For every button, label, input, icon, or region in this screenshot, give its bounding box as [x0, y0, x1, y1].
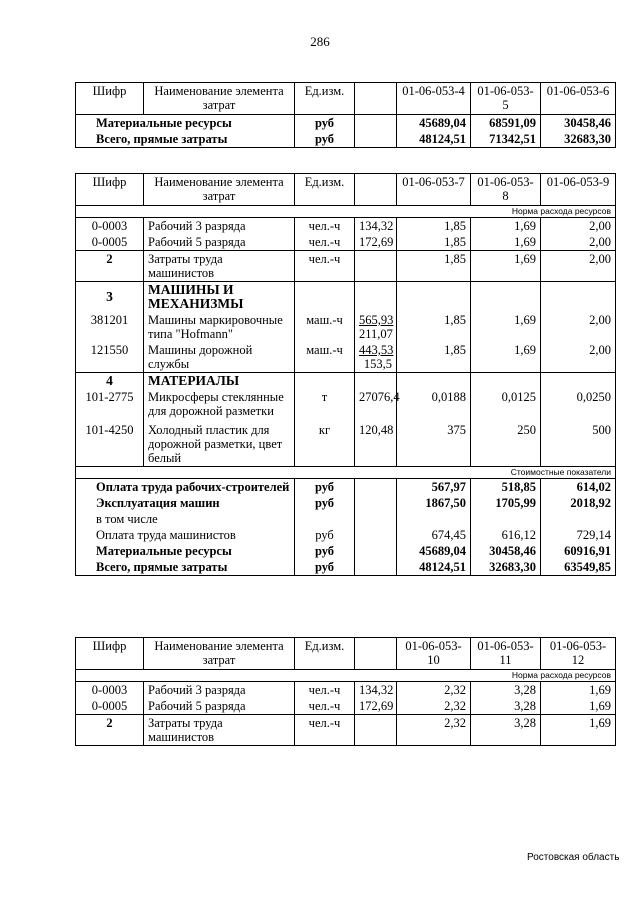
table-row: [76, 715, 616, 746]
row-value: 1,69: [541, 698, 616, 715]
section-row: [76, 282, 616, 313]
row-price: 172,69: [355, 698, 397, 715]
price-denominator: 153,5: [363, 357, 392, 371]
row-value: 2,00: [541, 312, 616, 342]
row-value: 1,69: [471, 234, 541, 251]
row-name: Материальные ресурсы: [76, 115, 295, 132]
row-value: 2,32: [397, 698, 471, 715]
row-code: 2: [76, 715, 144, 746]
row-value: 2,00: [541, 342, 616, 373]
footer-region: Ростовская область: [527, 852, 620, 863]
row-name: Машины дорожной службы: [144, 342, 295, 373]
row-price: 134,32: [355, 218, 397, 235]
header-unit: Ед.изм.: [295, 83, 355, 115]
row-value: 3,28: [471, 715, 541, 746]
row-value: 45689,04: [397, 115, 471, 132]
cost-value: 614,02: [541, 479, 616, 496]
header-code: 01-06-053-12: [541, 638, 616, 670]
row-price: 120,48: [355, 419, 397, 467]
stoimost-row: [76, 467, 616, 479]
row-unit: кг: [295, 419, 355, 467]
row-code: 101-2775: [76, 389, 144, 419]
table-row: [76, 419, 616, 467]
cost-unit: руб: [295, 495, 355, 511]
row-value: 1,69: [471, 342, 541, 373]
row-code: 3: [76, 282, 144, 313]
row-value: 375: [397, 419, 471, 467]
row-value: 0,0125: [471, 389, 541, 419]
table-row: [76, 698, 616, 715]
table-row: [76, 682, 616, 699]
header-naimenovanie: Наименование элемента затрат: [144, 83, 295, 115]
row-value: 500: [541, 419, 616, 467]
header-code: 01-06-053-4: [397, 83, 471, 115]
row-name: Рабочий 5 разряда: [144, 234, 295, 251]
row-code: 4: [76, 373, 144, 390]
row-price: [355, 251, 397, 282]
table-2-header: [76, 174, 616, 206]
table-1: [75, 82, 616, 148]
row-code: 0-0005: [76, 698, 144, 715]
table-row: [76, 131, 616, 148]
cost-name: в том числе: [76, 511, 295, 527]
cost-row: [76, 527, 616, 543]
table-row: [76, 342, 616, 373]
row-unit: руб: [295, 131, 355, 148]
row-code: 381201: [76, 312, 144, 342]
row-unit: чел.-ч: [295, 234, 355, 251]
row-value: 1,85: [397, 342, 471, 373]
row-value: 1,69: [541, 682, 616, 699]
cost-name: Эксплуатация машин: [76, 495, 295, 511]
cost-value: 48124,51: [397, 559, 471, 576]
cost-row: [76, 479, 616, 496]
cost-value: 1705,99: [471, 495, 541, 511]
stoimost-label: Стоимостные показатели: [76, 467, 616, 479]
header-unit: Ед.изм.: [295, 638, 355, 670]
cost-unit: руб: [295, 479, 355, 496]
row-name: Холодный пластик для дорожной разметки, цвет белый: [144, 419, 295, 467]
row-value: 3,28: [471, 698, 541, 715]
price-denominator: 211,07: [359, 327, 393, 341]
row-price: 134,32: [355, 682, 397, 699]
header-naimenovanie: Наименование элемента затрат: [144, 174, 295, 206]
row-code: 0-0005: [76, 234, 144, 251]
price-numerator: 565,93: [359, 313, 394, 327]
norma-label: Норма расхода ресурсов: [76, 206, 616, 218]
row-value: 1,69: [471, 251, 541, 282]
cost-value: 32683,30: [471, 559, 541, 576]
header-code: 01-06-053-8: [471, 174, 541, 206]
table-3-header: [76, 638, 616, 670]
row-value: 2,00: [541, 218, 616, 235]
price-numerator: 443,53: [359, 343, 394, 357]
cost-name: Материальные ресурсы: [76, 543, 295, 559]
row-code: 0-0003: [76, 218, 144, 235]
row-value: 2,32: [397, 682, 471, 699]
row-value: 30458,46: [541, 115, 616, 132]
section-title: МАШИНЫ И МЕХАНИЗМЫ: [144, 282, 295, 313]
row-unit: чел.-ч: [295, 218, 355, 235]
row-value: 68591,09: [471, 115, 541, 132]
cost-unit: руб: [295, 543, 355, 559]
cost-row: [76, 495, 616, 511]
cost-row: [76, 543, 616, 559]
row-value: 250: [471, 419, 541, 467]
row-name: Рабочий 3 разряда: [144, 682, 295, 699]
row-value: 1,85: [397, 234, 471, 251]
row-value: 0,0188: [397, 389, 471, 419]
row-value: 48124,51: [397, 131, 471, 148]
table-row: [76, 115, 616, 132]
row-unit: руб: [295, 115, 355, 132]
row-value: 0,0250: [541, 389, 616, 419]
table-1-header: [76, 83, 616, 115]
cost-name: Всего, прямые затраты: [76, 559, 295, 576]
table-2: [75, 173, 616, 576]
cost-value: 729,14: [541, 527, 616, 543]
header-shifr: Шифр: [76, 638, 144, 670]
header-shifr: Шифр: [76, 83, 144, 115]
norma-label: Норма расхода ресурсов: [76, 670, 616, 682]
header-code: 01-06-053-11: [471, 638, 541, 670]
row-unit: маш.-ч: [295, 312, 355, 342]
row-code: 0-0003: [76, 682, 144, 699]
cost-value: 567,97: [397, 479, 471, 496]
row-value: 1,69: [471, 312, 541, 342]
row-name: Затраты труда машинистов: [144, 251, 295, 282]
row-value: 2,32: [397, 715, 471, 746]
cost-name: Оплата труда рабочих-строителей: [76, 479, 295, 496]
table-row: [76, 218, 616, 235]
row-value: 1,85: [397, 251, 471, 282]
row-price: [355, 342, 397, 373]
cost-value: 63549,85: [541, 559, 616, 576]
cost-value: 30458,46: [471, 543, 541, 559]
header-code: 01-06-053-9: [541, 174, 616, 206]
row-price: 172,69: [355, 234, 397, 251]
cost-value: 45689,04: [397, 543, 471, 559]
header-code: 01-06-053-5: [471, 83, 541, 115]
row-value: 2,00: [541, 251, 616, 282]
row-value: 1,85: [397, 312, 471, 342]
row-name: Микросферы стеклянные для дорожной разметки: [144, 389, 295, 419]
row-unit: чел.-ч: [295, 715, 355, 746]
row-value: 71342,51: [471, 131, 541, 148]
row-value: 3,28: [471, 682, 541, 699]
row-price: [355, 312, 397, 342]
cost-unit: руб: [295, 527, 355, 543]
cost-value: 2018,92: [541, 495, 616, 511]
header-code: 01-06-053-6: [541, 83, 616, 115]
row-code: 121550: [76, 342, 144, 373]
row-name: Рабочий 3 разряда: [144, 218, 295, 235]
cost-row: [76, 559, 616, 576]
cost-value: 518,85: [471, 479, 541, 496]
row-value: 1,85: [397, 218, 471, 235]
row-value: 2,00: [541, 234, 616, 251]
table-3: [75, 637, 616, 746]
row-value: 1,69: [541, 715, 616, 746]
row-value: 32683,30: [541, 131, 616, 148]
cost-value: 674,45: [397, 527, 471, 543]
cost-value: 616,12: [471, 527, 541, 543]
row-code: 101-4250: [76, 419, 144, 467]
row-unit: чел.-ч: [295, 698, 355, 715]
cost-unit: руб: [295, 559, 355, 576]
header-naimenovanie: Наименование элемента затрат: [144, 638, 295, 670]
cost-name: Оплата труда машинистов: [76, 527, 295, 543]
cost-value: 1867,50: [397, 495, 471, 511]
row-price: [355, 715, 397, 746]
row-unit: чел.-ч: [295, 682, 355, 699]
header-unit: Ед.изм.: [295, 174, 355, 206]
norma-row: [76, 206, 616, 218]
row-unit: маш.-ч: [295, 342, 355, 373]
row-unit: т: [295, 389, 355, 419]
row-name: Рабочий 5 разряда: [144, 698, 295, 715]
row-unit: чел.-ч: [295, 251, 355, 282]
row-name: Машины маркировочные типа "Hofmann": [144, 312, 295, 342]
cost-value: 60916,91: [541, 543, 616, 559]
row-name: Затраты труда машинистов: [144, 715, 295, 746]
section-row: [76, 373, 616, 390]
row-value: 1,69: [471, 218, 541, 235]
table-row: [76, 234, 616, 251]
page-number: 286: [310, 34, 330, 49]
row-code: 2: [76, 251, 144, 282]
row-name: Всего, прямые затраты: [76, 131, 295, 148]
table-row: [76, 312, 616, 342]
norma-row: [76, 670, 616, 682]
header-shifr: Шифр: [76, 174, 144, 206]
header-code: 01-06-053-7: [397, 174, 471, 206]
table-row: [76, 251, 616, 282]
table-row: [76, 389, 616, 419]
section-title: МАТЕРИАЛЫ: [144, 373, 295, 390]
header-code: 01-06-053-10: [397, 638, 471, 670]
cost-row: [76, 511, 616, 527]
row-price: 27076,4: [355, 389, 397, 419]
